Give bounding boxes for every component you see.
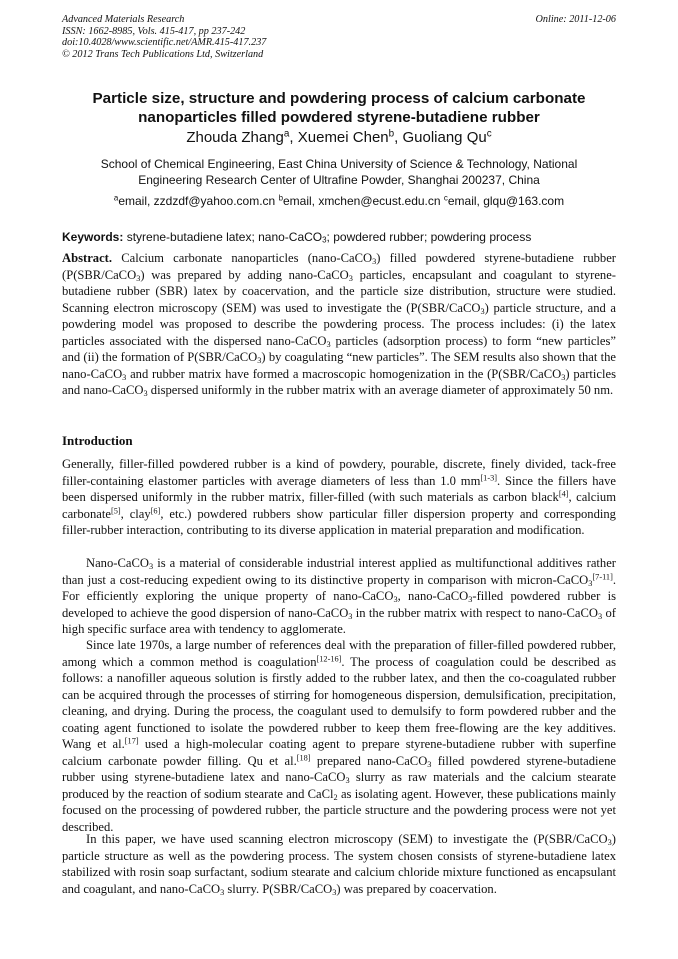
citation-ref: [4] <box>558 489 569 499</box>
keywords-text: ; powdered rubber; powdering process <box>326 230 532 244</box>
journal-name: Advanced Materials Research <box>62 14 185 25</box>
abstract-text: Calcium carbonate nanoparticles (nano-CaCO <box>112 251 373 265</box>
paragraph-text: slurry. P(SBR/CaCO <box>224 881 333 896</box>
paragraph-text: Since late 1970s, a large number of references deal with the preparation of filler-filled powdered rubber, among which a common method is coagulation <box>62 638 616 669</box>
author-name: Zhouda Zhang <box>186 129 284 146</box>
subscript: 3 <box>588 578 593 588</box>
subscript: 3 <box>332 887 337 897</box>
citation-ref: [7-11] <box>592 571 613 581</box>
doi-line: doi:10.4028/www.scientific.net/AMR.415-417.237 <box>62 37 267 49</box>
abstract-text: ) was prepared by adding nano-CaCO <box>140 267 349 282</box>
paragraph-text: of high specific surface area with tendency to agglomerate. <box>62 605 616 637</box>
paragraph-text: ) particle structure as well as the powdering process. The system chosen consists of styrene-butadiene latex stabilized with rosin soap surfactant, sodium stearate and calcium chloride mixture functioned as encapsulant and coagulant, and nano-CaCO <box>62 832 616 896</box>
issn-line: ISSN: 1662-8985, Vols. 415-417, pp 237-242 <box>62 25 246 37</box>
intro-paragraph-4 <box>62 831 616 897</box>
section-heading-introduction: Introduction <box>62 433 133 448</box>
copyright-line: © 2012 Trans Tech Publications Ltd, Switzerland <box>62 48 264 60</box>
intro-paragraph-2 <box>62 555 616 638</box>
subscript: 3 <box>148 561 154 571</box>
paragraph-text: is a material of considerable industrial interest applied as multifunctional additives rather than just a cost-reducing expedient owing to its distinctive property in comparison with micron-CaCO <box>62 556 616 587</box>
subscript: 3 <box>468 594 473 604</box>
subscript: 3 <box>607 837 612 847</box>
subscript: 3 <box>480 306 485 316</box>
keywords <box>62 229 616 245</box>
title-line-1: Particle size, structure and powdering process of calcium carbonate <box>92 90 586 107</box>
abstract-text: ) particle structure, and a powdering model was proposed to describe the powdering process. The process includes: (i) the latex particles associated with the dispersed nano-CaCO <box>62 300 617 348</box>
author-separator: , <box>289 129 298 146</box>
keywords-text: styrene-butadiene latex; nano-CaCO <box>123 230 323 244</box>
paragraph-text: In this paper, we have used scanning electron microscopy (SEM) to investigate the (P(SBR/CaCO <box>86 832 608 846</box>
abstract-text: dispersed uniformly in the rubber matrix with an average diameter of approximately 50 nm. <box>147 383 614 398</box>
email-entry: email, xmchen@ecust.edu.cn <box>282 194 444 208</box>
abstract-text: particles (adsorption process) to form “new particles” and (ii) the formation of P(SBR/CaCO <box>62 333 616 365</box>
abstract-text: ) particles and nano-CaCO <box>62 366 616 398</box>
subscript: 3 <box>257 356 262 366</box>
paragraph-text: in the rubber matrix with respect to nano-CaCO <box>352 605 599 620</box>
citation-ref: [5] <box>110 506 121 516</box>
author-name: Xuemei Chen <box>297 129 389 146</box>
title-line-2: nanoparticles filled powdered styrene-butadiene rubber <box>138 109 540 126</box>
author-name: Guoliang Qu <box>402 129 487 146</box>
paper-title <box>62 89 616 127</box>
intro-paragraph-1 <box>62 456 616 539</box>
paragraph-text: as isolating agent. However, these publications mainly focused on the processing of powdered rubber, the particle structure and the powdering process were not yet described. <box>62 786 616 835</box>
subscript: 3 <box>372 256 377 266</box>
citation-ref: [12-16] <box>316 653 342 663</box>
paragraph-text: , etc.) powdered rubbers show particular filler dispersion property and corresponding filler-rubber interaction, contributing to its diverse application in material preparation and modification. <box>62 506 616 538</box>
affiliation-mark: a <box>283 128 290 140</box>
affiliation-mark: c <box>486 128 492 140</box>
paragraph-text: , clay <box>120 506 151 521</box>
author-list <box>62 128 616 147</box>
affiliation <box>62 156 616 188</box>
affiliation-mark: b <box>388 128 395 140</box>
paragraph-text: . Since the fillers have been dispersed uniformly in the rubber matrix, filler-filled (with such materials as carbon black <box>62 473 616 505</box>
paragraph-text: used a high-molecular coating agent to prepare styrene-butadiene rubber with superfine calcium carbonate powder filling. Qu et al. <box>62 737 616 768</box>
email-mark: c <box>443 193 448 203</box>
subscript: 3 <box>220 887 225 897</box>
subscript: 2 <box>333 792 338 802</box>
paragraph-text: , calcium carbonate <box>62 490 616 521</box>
subscript: 3 <box>136 273 141 283</box>
affiliation-line-1: School of Chemical Engineering, East China University of Science & Technology, National <box>100 157 578 171</box>
citation-ref: [18] <box>296 753 311 763</box>
paragraph-text: -filled powdered rubber is developed to achieve the good dispersion of nano-CaCO <box>62 589 617 620</box>
abstract-text: ) by coagulating “new particles”. The SEM results also shown that the nano-CaCO <box>62 350 616 381</box>
abstract-text: and rubber matrix have formed a macroscopic homogenization in the (P(SBR/CaCO <box>126 366 562 381</box>
subscript: 3 <box>345 776 350 786</box>
paragraph-text: . The process of coagulation could be described as follows: a nanofiller aqueous solution is firstly added to the rubber latex, and then the co-coagulated rubber can be acquired through the processes of stirring for homogeneous dispersion, demulsification, precipitation, cleaning, and drying. During the process, the coagulant used to demulsify to form powdered rubber and the coating agent functioned to isolate the powdered rubber to keep them free-flowing are the key additives. Wang et al. <box>62 654 617 752</box>
subscript: 3 <box>427 759 432 769</box>
abstract <box>62 250 616 399</box>
journal-header <box>62 14 616 60</box>
abstract-text: particles, encapsulant and coagulant to styrene-butadiene rubber (SBR) latex by coacervation, and the particle size distribution, structure were studied. Scanning electron microscopy (SEM) was used to investigate the (P(SBR/CaCO <box>62 267 616 315</box>
online-date: Online: 2011-12-06 <box>535 14 616 25</box>
paragraph-text: filled powdered styrene-butadiene rubber using styrene-butadiene latex and nano-CaCO <box>62 753 616 785</box>
paragraph-text: Generally, filler-filled powdered rubber is a kind of powdery, pourable, discrete, finely divided, tack-free filler-containing elastomer particles with average diameters of less than 1.0 mm <box>62 457 616 488</box>
paragraph-text: , nano-CaCO <box>397 589 469 604</box>
subscript: 3 <box>393 594 398 604</box>
intro-paragraph-3 <box>62 637 616 836</box>
abstract-text: ) filled powdered styrene-butadiene rubber (P(SBR/CaCO <box>62 251 616 282</box>
abstract-label: Abstract. <box>62 251 113 265</box>
paragraph-text: ) was prepared by coacervation. <box>336 881 497 896</box>
email-mark: b <box>278 193 283 203</box>
email-entry: email, zzdzdf@yahoo.com.cn <box>118 194 279 208</box>
paragraph-text: . For efficiently exploring the unique property of nano-CaCO <box>62 572 616 604</box>
citation-ref: [1-3] <box>480 472 497 482</box>
citation-ref: [17] <box>124 736 139 746</box>
subscript: 3 <box>326 339 331 349</box>
affiliation-line-2: Engineering Research Center of Ultrafine Powder, Shanghai 200237, China <box>138 173 540 187</box>
email-mark: a <box>113 193 119 203</box>
paragraph-text: prepared nano-CaCO <box>310 753 428 768</box>
email-entry: email, glqu@163.com <box>447 194 565 208</box>
paragraph-text: Nano-CaCO <box>86 556 149 570</box>
subscript: 3 <box>122 372 127 382</box>
author-separator: , <box>394 129 403 146</box>
subscript: 3 <box>348 611 353 621</box>
subscript: 3 <box>561 372 566 382</box>
citation-ref: [6] <box>150 506 161 516</box>
subscript: 3 <box>143 389 148 399</box>
subscript: 3 <box>348 273 353 283</box>
author-emails <box>62 193 616 209</box>
keywords-label: Keywords: <box>62 230 124 244</box>
subscript: 3 <box>322 235 327 245</box>
subscript: 3 <box>598 611 603 621</box>
paragraph-text: slurry as raw materials and the calcium stearate produced by the reaction of sodium stearate and CaCl <box>62 770 616 801</box>
